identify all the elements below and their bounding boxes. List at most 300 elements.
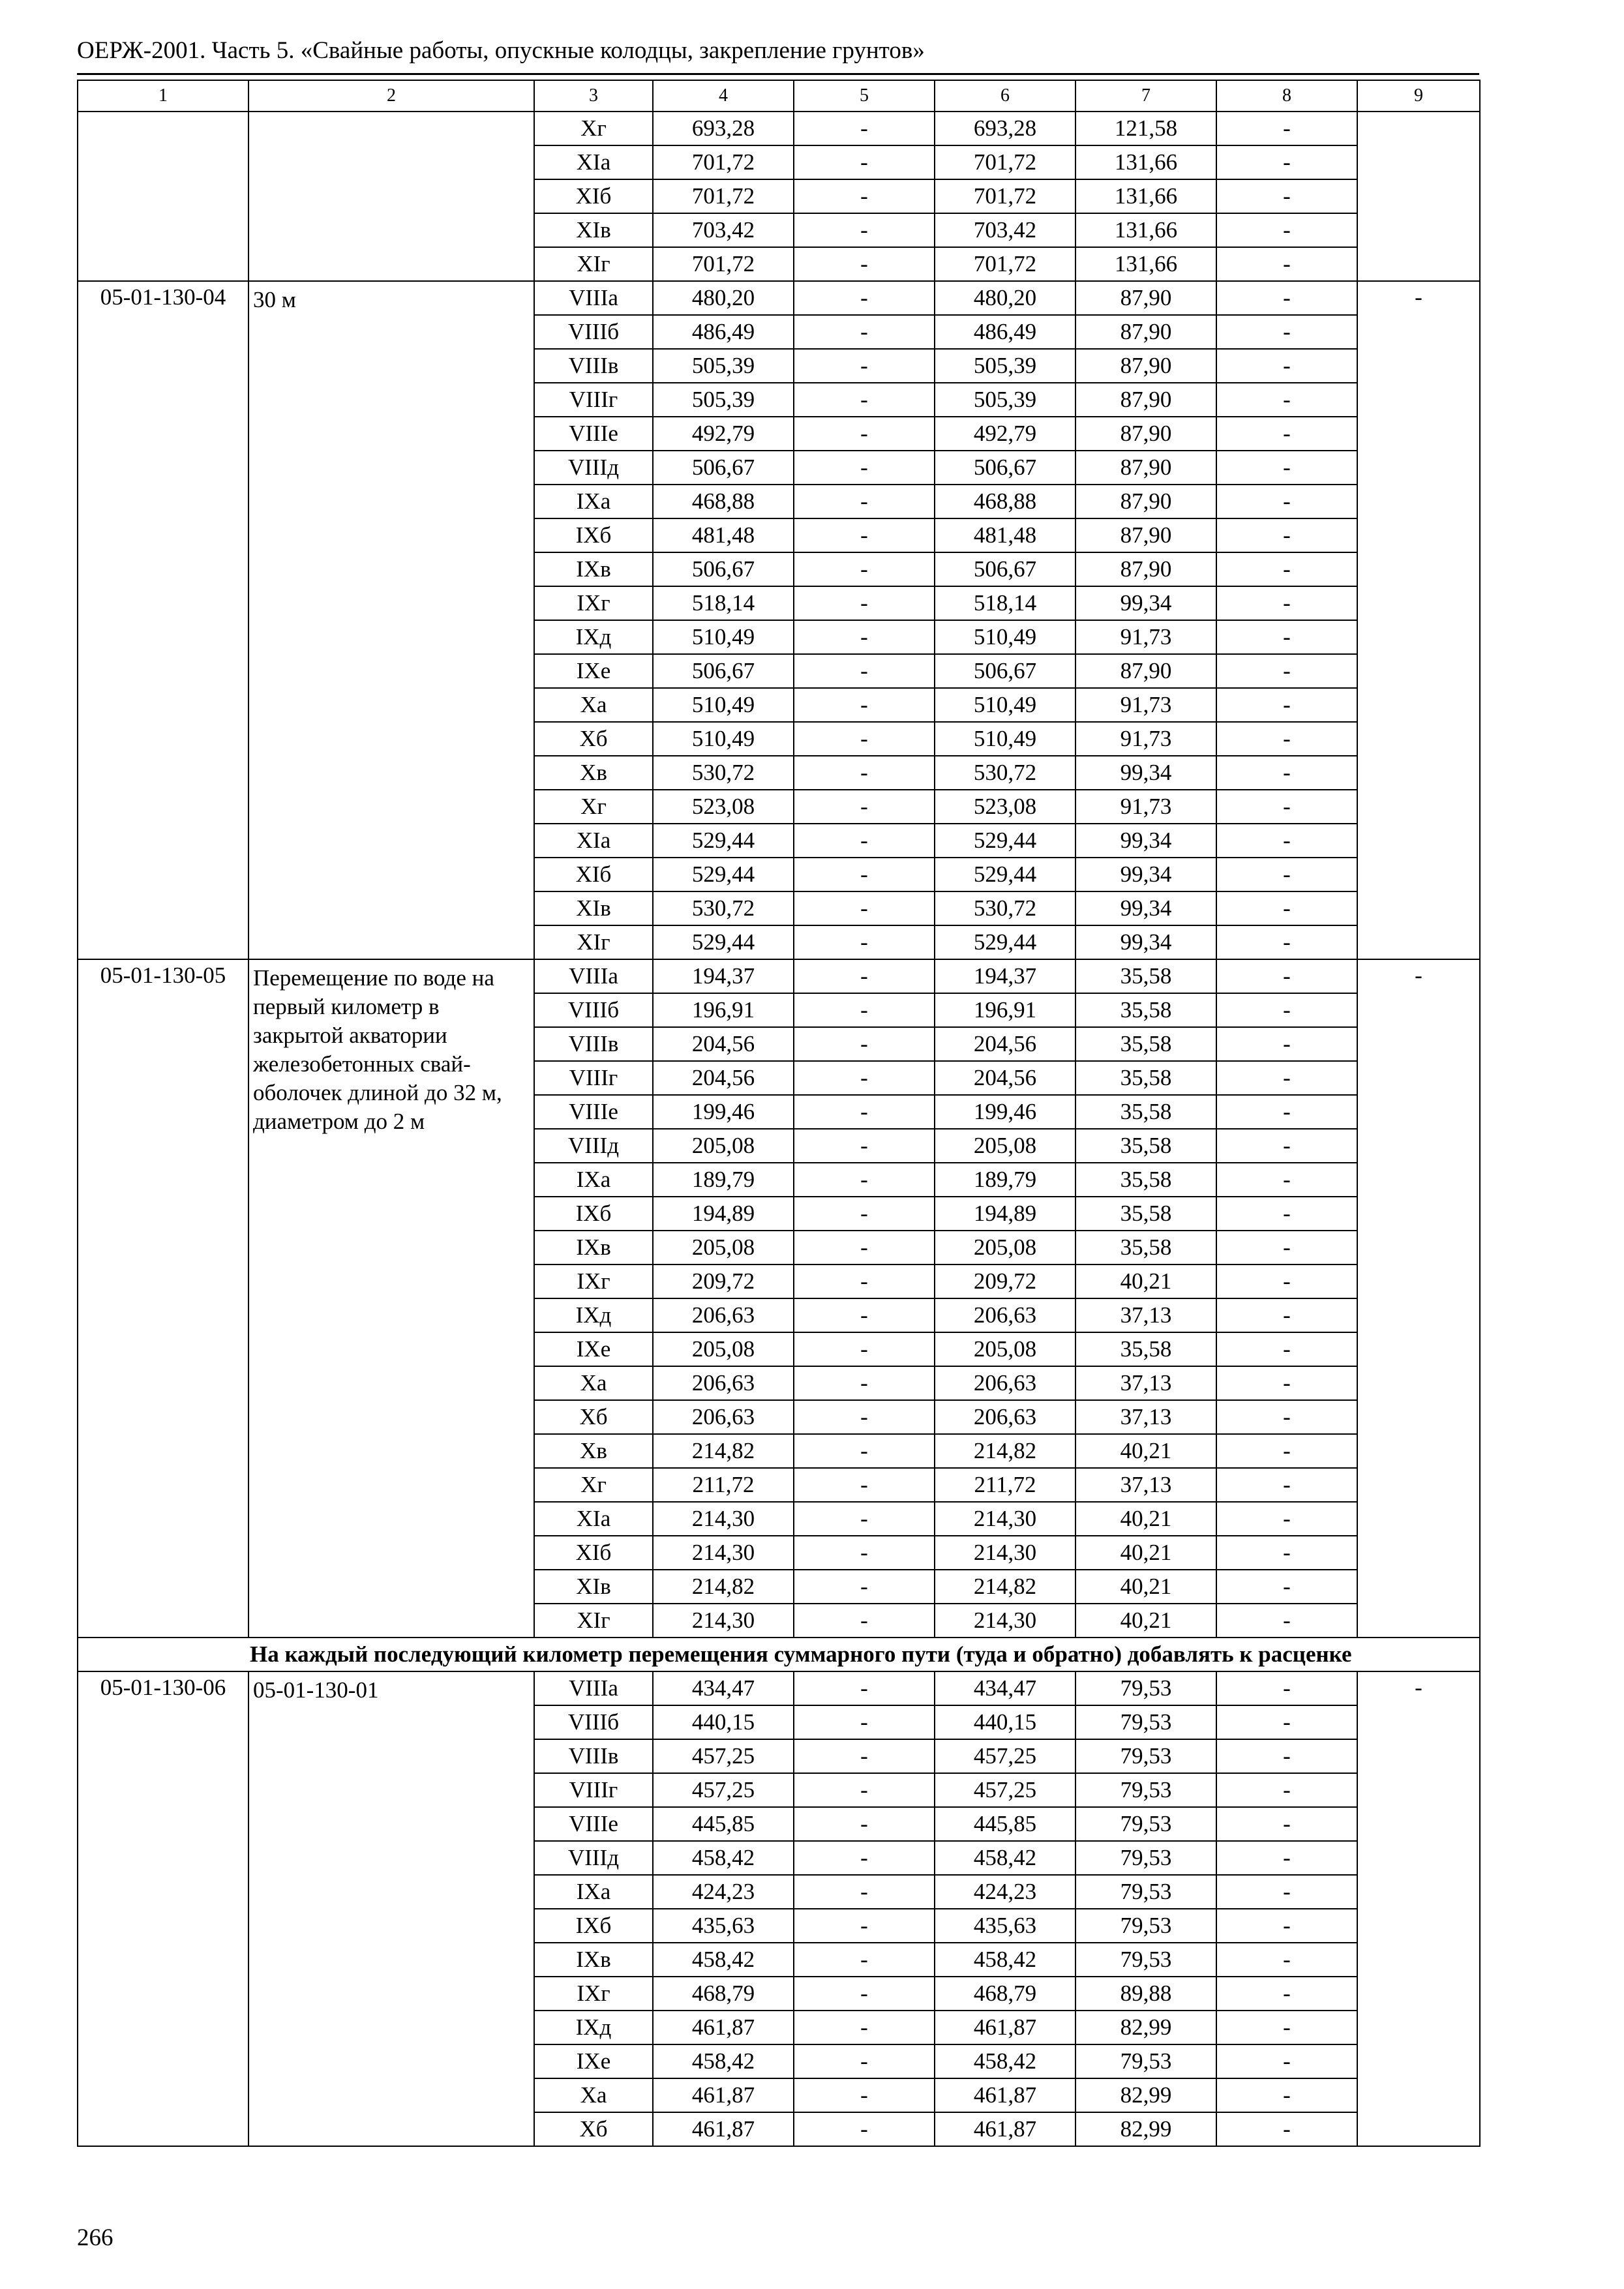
total-cost-cell: 206,63 bbox=[653, 1400, 794, 1434]
machine-cost-cell: 505,39 bbox=[935, 383, 1075, 417]
machinist-wages-cell: 131,66 bbox=[1075, 247, 1216, 281]
wages-cell: - bbox=[794, 1400, 935, 1434]
soil-group-cell: Xг bbox=[534, 790, 653, 824]
machinist-wages-cell: 79,53 bbox=[1075, 1773, 1216, 1807]
materials-cell: - bbox=[1216, 722, 1357, 756]
materials-cell: - bbox=[1216, 1705, 1357, 1739]
total-cost-cell: 468,88 bbox=[653, 485, 794, 518]
materials-cell: - bbox=[1216, 1875, 1357, 1909]
materials-cell: - bbox=[1216, 2044, 1357, 2078]
total-cost-cell: 481,48 bbox=[653, 518, 794, 552]
wages-cell: - bbox=[794, 2078, 935, 2112]
materials-cell: - bbox=[1216, 1163, 1357, 1197]
machinist-wages-cell: 82,99 bbox=[1075, 2112, 1216, 2146]
machinist-wages-cell: 79,53 bbox=[1075, 1671, 1216, 1705]
materials-cell: - bbox=[1216, 1841, 1357, 1875]
materials-cell: - bbox=[1216, 824, 1357, 858]
materials-cell: - bbox=[1216, 993, 1357, 1027]
column-9-cell: - bbox=[1357, 959, 1480, 1638]
machine-cost-cell: 214,30 bbox=[935, 1502, 1075, 1536]
materials-cell: - bbox=[1216, 1536, 1357, 1570]
machinist-wages-cell: 131,66 bbox=[1075, 145, 1216, 179]
soil-group-cell: VIIIе bbox=[534, 1095, 653, 1129]
total-cost-cell: 492,79 bbox=[653, 417, 794, 451]
total-cost-cell: 214,30 bbox=[653, 1604, 794, 1638]
machinist-wages-cell: 91,73 bbox=[1075, 790, 1216, 824]
machine-cost-cell: 506,67 bbox=[935, 552, 1075, 586]
total-cost-cell: 701,72 bbox=[653, 247, 794, 281]
total-cost-cell: 424,23 bbox=[653, 1875, 794, 1909]
machinist-wages-cell: 40,21 bbox=[1075, 1264, 1216, 1298]
wages-cell: - bbox=[794, 552, 935, 586]
materials-cell: - bbox=[1216, 1502, 1357, 1536]
soil-group-cell: IXе bbox=[534, 654, 653, 688]
soil-group-cell: XIб bbox=[534, 1536, 653, 1570]
materials-cell: - bbox=[1216, 1977, 1357, 2011]
page-header: ОЕРЖ-2001. Часть 5. «Свайные работы, опускные колодцы, закрепление грунтов» bbox=[77, 37, 925, 64]
column-9-cell bbox=[1357, 112, 1480, 281]
total-cost-cell: 506,67 bbox=[653, 451, 794, 485]
materials-cell: - bbox=[1216, 1570, 1357, 1604]
machine-cost-cell: 445,85 bbox=[935, 1807, 1075, 1841]
wages-cell: - bbox=[794, 1909, 935, 1943]
column-number: 6 bbox=[935, 80, 1075, 112]
soil-group-cell: XIв bbox=[534, 213, 653, 247]
materials-cell: - bbox=[1216, 1129, 1357, 1163]
wages-cell: - bbox=[794, 485, 935, 518]
soil-group-cell: IXб bbox=[534, 1197, 653, 1231]
machine-cost-cell: 189,79 bbox=[935, 1163, 1075, 1197]
machine-cost-cell: 505,39 bbox=[935, 349, 1075, 383]
materials-cell: - bbox=[1216, 1943, 1357, 1977]
rate-description bbox=[248, 112, 534, 281]
machinist-wages-cell: 82,99 bbox=[1075, 2011, 1216, 2044]
wages-cell: - bbox=[794, 1943, 935, 1977]
total-cost-cell: 461,87 bbox=[653, 2011, 794, 2044]
total-cost-cell: 204,56 bbox=[653, 1027, 794, 1061]
machinist-wages-cell: 37,13 bbox=[1075, 1366, 1216, 1400]
rate-code: 05-01-130-05 bbox=[78, 959, 248, 1638]
machine-cost-cell: 529,44 bbox=[935, 858, 1075, 891]
wages-cell: - bbox=[794, 1027, 935, 1061]
column-number: 8 bbox=[1216, 80, 1357, 112]
materials-cell: - bbox=[1216, 417, 1357, 451]
wages-cell: - bbox=[794, 1129, 935, 1163]
wages-cell: - bbox=[794, 451, 935, 485]
materials-cell: - bbox=[1216, 349, 1357, 383]
machine-cost-cell: 214,30 bbox=[935, 1604, 1075, 1638]
machinist-wages-cell: 99,34 bbox=[1075, 824, 1216, 858]
machine-cost-cell: 530,72 bbox=[935, 756, 1075, 790]
machinist-wages-cell: 87,90 bbox=[1075, 552, 1216, 586]
total-cost-cell: 214,82 bbox=[653, 1434, 794, 1468]
soil-group-cell: Xв bbox=[534, 756, 653, 790]
total-cost-cell: 505,39 bbox=[653, 349, 794, 383]
total-cost-cell: 506,67 bbox=[653, 654, 794, 688]
total-cost-cell: 510,49 bbox=[653, 688, 794, 722]
soil-group-cell: XIв bbox=[534, 891, 653, 925]
materials-cell: - bbox=[1216, 1909, 1357, 1943]
materials-cell: - bbox=[1216, 586, 1357, 620]
machinist-wages-cell: 99,34 bbox=[1075, 858, 1216, 891]
wages-cell: - bbox=[794, 959, 935, 993]
wages-cell: - bbox=[794, 993, 935, 1027]
machine-cost-cell: 703,42 bbox=[935, 213, 1075, 247]
wages-cell: - bbox=[794, 1841, 935, 1875]
materials-cell: - bbox=[1216, 2112, 1357, 2146]
wages-cell: - bbox=[794, 1468, 935, 1502]
machine-cost-cell: 204,56 bbox=[935, 1027, 1075, 1061]
machinist-wages-cell: 40,21 bbox=[1075, 1536, 1216, 1570]
materials-cell: - bbox=[1216, 1773, 1357, 1807]
note-row bbox=[78, 1638, 1480, 1671]
wages-cell: - bbox=[794, 2011, 935, 2044]
wages-cell: - bbox=[794, 925, 935, 959]
soil-group-cell: Xа bbox=[534, 1366, 653, 1400]
machinist-wages-cell: 40,21 bbox=[1075, 1502, 1216, 1536]
materials-cell: - bbox=[1216, 1027, 1357, 1061]
machinist-wages-cell: 35,58 bbox=[1075, 1332, 1216, 1366]
total-cost-cell: 209,72 bbox=[653, 1264, 794, 1298]
soil-group-cell: IXа bbox=[534, 1163, 653, 1197]
machine-cost-cell: 518,14 bbox=[935, 586, 1075, 620]
soil-group-cell: IXг bbox=[534, 586, 653, 620]
page-number: 266 bbox=[77, 2224, 113, 2251]
materials-cell: - bbox=[1216, 518, 1357, 552]
materials-cell: - bbox=[1216, 1468, 1357, 1502]
total-cost-cell: 199,46 bbox=[653, 1095, 794, 1129]
materials-cell: - bbox=[1216, 1061, 1357, 1095]
column-number: 5 bbox=[794, 80, 935, 112]
total-cost-cell: 205,08 bbox=[653, 1332, 794, 1366]
column-number: 3 bbox=[534, 80, 653, 112]
soil-group-cell: IXв bbox=[534, 1943, 653, 1977]
soil-group-cell: VIIIа bbox=[534, 1671, 653, 1705]
wages-cell: - bbox=[794, 213, 935, 247]
soil-group-cell: VIIIб bbox=[534, 993, 653, 1027]
total-cost-cell: 529,44 bbox=[653, 824, 794, 858]
machinist-wages-cell: 37,13 bbox=[1075, 1298, 1216, 1332]
machinist-wages-cell: 99,34 bbox=[1075, 891, 1216, 925]
total-cost-cell: 205,08 bbox=[653, 1129, 794, 1163]
machinist-wages-cell: 131,66 bbox=[1075, 213, 1216, 247]
total-cost-cell: 506,67 bbox=[653, 552, 794, 586]
machinist-wages-cell: 40,21 bbox=[1075, 1434, 1216, 1468]
total-cost-cell: 510,49 bbox=[653, 620, 794, 654]
soil-group-cell: IXг bbox=[534, 1977, 653, 2011]
wages-cell: - bbox=[794, 281, 935, 315]
total-cost-cell: 505,39 bbox=[653, 383, 794, 417]
total-cost-cell: 214,30 bbox=[653, 1536, 794, 1570]
machine-cost-cell: 206,63 bbox=[935, 1298, 1075, 1332]
total-cost-cell: 461,87 bbox=[653, 2112, 794, 2146]
machine-cost-cell: 194,37 bbox=[935, 959, 1075, 993]
total-cost-cell: 457,25 bbox=[653, 1773, 794, 1807]
total-cost-cell: 468,79 bbox=[653, 1977, 794, 2011]
machinist-wages-cell: 35,58 bbox=[1075, 1027, 1216, 1061]
machine-cost-cell: 206,63 bbox=[935, 1366, 1075, 1400]
materials-cell: - bbox=[1216, 179, 1357, 213]
machinist-wages-cell: 35,58 bbox=[1075, 993, 1216, 1027]
machinist-wages-cell: 131,66 bbox=[1075, 179, 1216, 213]
materials-cell: - bbox=[1216, 1604, 1357, 1638]
machinist-wages-cell: 79,53 bbox=[1075, 1739, 1216, 1773]
machinist-wages-cell: 87,90 bbox=[1075, 417, 1216, 451]
machine-cost-cell: 205,08 bbox=[935, 1231, 1075, 1264]
soil-group-cell: Xа bbox=[534, 688, 653, 722]
machine-cost-cell: 435,63 bbox=[935, 1909, 1075, 1943]
materials-cell: - bbox=[1216, 959, 1357, 993]
wages-cell: - bbox=[794, 2044, 935, 2078]
wages-cell: - bbox=[794, 1875, 935, 1909]
machine-cost-cell: 701,72 bbox=[935, 145, 1075, 179]
soil-group-cell: Xа bbox=[534, 2078, 653, 2112]
machine-cost-cell: 424,23 bbox=[935, 1875, 1075, 1909]
machine-cost-cell: 457,25 bbox=[935, 1739, 1075, 1773]
wages-cell: - bbox=[794, 1434, 935, 1468]
machine-cost-cell: 458,42 bbox=[935, 1841, 1075, 1875]
soil-group-cell: Xв bbox=[534, 1434, 653, 1468]
machine-cost-cell: 206,63 bbox=[935, 1400, 1075, 1434]
machine-cost-cell: 461,87 bbox=[935, 2011, 1075, 2044]
price-table bbox=[77, 80, 1481, 2147]
machine-cost-cell: 205,08 bbox=[935, 1129, 1075, 1163]
machine-cost-cell: 492,79 bbox=[935, 417, 1075, 451]
materials-cell: - bbox=[1216, 1807, 1357, 1841]
materials-cell: - bbox=[1216, 552, 1357, 586]
table-row bbox=[78, 112, 1480, 145]
machinist-wages-cell: 82,99 bbox=[1075, 2078, 1216, 2112]
total-cost-cell: 701,72 bbox=[653, 179, 794, 213]
wages-cell: - bbox=[794, 654, 935, 688]
column-9-cell: - bbox=[1357, 1671, 1480, 2146]
materials-cell: - bbox=[1216, 688, 1357, 722]
machine-cost-cell: 693,28 bbox=[935, 112, 1075, 145]
total-cost-cell: 445,85 bbox=[653, 1807, 794, 1841]
soil-group-cell: XIг bbox=[534, 1604, 653, 1638]
machinist-wages-cell: 87,90 bbox=[1075, 451, 1216, 485]
materials-cell: - bbox=[1216, 1264, 1357, 1298]
machine-cost-cell: 205,08 bbox=[935, 1332, 1075, 1366]
note-blank-cell bbox=[78, 1638, 248, 1671]
wages-cell: - bbox=[794, 790, 935, 824]
soil-group-cell: Xб bbox=[534, 722, 653, 756]
soil-group-cell: IXб bbox=[534, 1909, 653, 1943]
wages-cell: - bbox=[794, 315, 935, 349]
materials-cell: - bbox=[1216, 1197, 1357, 1231]
soil-group-cell: Xг bbox=[534, 112, 653, 145]
machinist-wages-cell: 89,88 bbox=[1075, 1977, 1216, 2011]
machine-cost-cell: 529,44 bbox=[935, 925, 1075, 959]
machinist-wages-cell: 91,73 bbox=[1075, 688, 1216, 722]
wages-cell: - bbox=[794, 1264, 935, 1298]
materials-cell: - bbox=[1216, 1298, 1357, 1332]
materials-cell: - bbox=[1216, 383, 1357, 417]
wages-cell: - bbox=[794, 1298, 935, 1332]
machinist-wages-cell: 35,58 bbox=[1075, 1231, 1216, 1264]
total-cost-cell: 205,08 bbox=[653, 1231, 794, 1264]
soil-group-cell: IXе bbox=[534, 1332, 653, 1366]
machine-cost-cell: 461,87 bbox=[935, 2078, 1075, 2112]
soil-group-cell: Xб bbox=[534, 2112, 653, 2146]
total-cost-cell: 530,72 bbox=[653, 891, 794, 925]
wages-cell: - bbox=[794, 145, 935, 179]
soil-group-cell: IXа bbox=[534, 485, 653, 518]
total-cost-cell: 530,72 bbox=[653, 756, 794, 790]
wages-cell: - bbox=[794, 824, 935, 858]
wages-cell: - bbox=[794, 1061, 935, 1095]
soil-group-cell: VIIIг bbox=[534, 1773, 653, 1807]
materials-cell: - bbox=[1216, 315, 1357, 349]
soil-group-cell: XIб bbox=[534, 179, 653, 213]
machinist-wages-cell: 79,53 bbox=[1075, 1807, 1216, 1841]
machinist-wages-cell: 40,21 bbox=[1075, 1570, 1216, 1604]
machinist-wages-cell: 99,34 bbox=[1075, 925, 1216, 959]
soil-group-cell: IXе bbox=[534, 2044, 653, 2078]
machine-cost-cell: 480,20 bbox=[935, 281, 1075, 315]
machine-cost-cell: 211,72 bbox=[935, 1468, 1075, 1502]
machine-cost-cell: 468,79 bbox=[935, 1977, 1075, 2011]
table-row bbox=[78, 281, 1480, 315]
machinist-wages-cell: 87,90 bbox=[1075, 281, 1216, 315]
machinist-wages-cell: 79,53 bbox=[1075, 1875, 1216, 1909]
soil-group-cell: VIIIд bbox=[534, 451, 653, 485]
wages-cell: - bbox=[794, 1671, 935, 1705]
total-cost-cell: 214,30 bbox=[653, 1502, 794, 1536]
machinist-wages-cell: 121,58 bbox=[1075, 112, 1216, 145]
total-cost-cell: 434,47 bbox=[653, 1671, 794, 1705]
soil-group-cell: XIг bbox=[534, 247, 653, 281]
soil-group-cell: VIIIд bbox=[534, 1841, 653, 1875]
total-cost-cell: 461,87 bbox=[653, 2078, 794, 2112]
wages-cell: - bbox=[794, 518, 935, 552]
total-cost-cell: 510,49 bbox=[653, 722, 794, 756]
total-cost-cell: 458,42 bbox=[653, 2044, 794, 2078]
machine-cost-cell: 214,30 bbox=[935, 1536, 1075, 1570]
table-body bbox=[78, 80, 1480, 2146]
wages-cell: - bbox=[794, 586, 935, 620]
machinist-wages-cell: 37,13 bbox=[1075, 1400, 1216, 1434]
materials-cell: - bbox=[1216, 891, 1357, 925]
soil-group-cell: VIIIв bbox=[534, 1027, 653, 1061]
soil-group-cell: Xб bbox=[534, 1400, 653, 1434]
header-rule bbox=[77, 73, 1479, 75]
column-9-cell: - bbox=[1357, 281, 1480, 959]
soil-group-cell: VIIIб bbox=[534, 315, 653, 349]
machinist-wages-cell: 99,34 bbox=[1075, 586, 1216, 620]
soil-group-cell: IXв bbox=[534, 1231, 653, 1264]
soil-group-cell: VIIIб bbox=[534, 1705, 653, 1739]
wages-cell: - bbox=[794, 349, 935, 383]
machinist-wages-cell: 35,58 bbox=[1075, 1197, 1216, 1231]
soil-group-cell: VIIIа bbox=[534, 281, 653, 315]
column-number: 1 bbox=[78, 80, 248, 112]
wages-cell: - bbox=[794, 1604, 935, 1638]
wages-cell: - bbox=[794, 1366, 935, 1400]
wages-cell: - bbox=[794, 383, 935, 417]
wages-cell: - bbox=[794, 1705, 935, 1739]
column-number: 7 bbox=[1075, 80, 1216, 112]
wages-cell: - bbox=[794, 620, 935, 654]
soil-group-cell: VIIIа bbox=[534, 959, 653, 993]
machine-cost-cell: 434,47 bbox=[935, 1671, 1075, 1705]
soil-group-cell: VIIIд bbox=[534, 1129, 653, 1163]
machine-cost-cell: 510,49 bbox=[935, 722, 1075, 756]
soil-group-cell: IXг bbox=[534, 1264, 653, 1298]
wages-cell: - bbox=[794, 1570, 935, 1604]
machine-cost-cell: 529,44 bbox=[935, 824, 1075, 858]
machinist-wages-cell: 87,90 bbox=[1075, 518, 1216, 552]
machinist-wages-cell: 35,58 bbox=[1075, 1095, 1216, 1129]
materials-cell: - bbox=[1216, 790, 1357, 824]
soil-group-cell: XIа bbox=[534, 824, 653, 858]
soil-group-cell: VIIIг bbox=[534, 1061, 653, 1095]
machine-cost-cell: 530,72 bbox=[935, 891, 1075, 925]
note-text: На каждый последующий километр перемещения суммарного пути (туда и обратно) добавлять к расценке bbox=[248, 1638, 1480, 1671]
wages-cell: - bbox=[794, 722, 935, 756]
wages-cell: - bbox=[794, 247, 935, 281]
machine-cost-cell: 214,82 bbox=[935, 1434, 1075, 1468]
soil-group-cell: IXа bbox=[534, 1875, 653, 1909]
materials-cell: - bbox=[1216, 620, 1357, 654]
soil-group-cell: IXд bbox=[534, 620, 653, 654]
materials-cell: - bbox=[1216, 1671, 1357, 1705]
total-cost-cell: 458,42 bbox=[653, 1943, 794, 1977]
machine-cost-cell: 701,72 bbox=[935, 247, 1075, 281]
total-cost-cell: 196,91 bbox=[653, 993, 794, 1027]
materials-cell: - bbox=[1216, 213, 1357, 247]
total-cost-cell: 440,15 bbox=[653, 1705, 794, 1739]
materials-cell: - bbox=[1216, 247, 1357, 281]
materials-cell: - bbox=[1216, 1434, 1357, 1468]
wages-cell: - bbox=[794, 179, 935, 213]
rate-code bbox=[78, 112, 248, 281]
materials-cell: - bbox=[1216, 2078, 1357, 2112]
machinist-wages-cell: 35,58 bbox=[1075, 1061, 1216, 1095]
machinist-wages-cell: 37,13 bbox=[1075, 1468, 1216, 1502]
materials-cell: - bbox=[1216, 485, 1357, 518]
machine-cost-cell: 506,67 bbox=[935, 654, 1075, 688]
soil-group-cell: XIв bbox=[534, 1570, 653, 1604]
total-cost-cell: 194,37 bbox=[653, 959, 794, 993]
table-row bbox=[78, 1671, 1480, 1705]
machinist-wages-cell: 79,53 bbox=[1075, 1909, 1216, 1943]
wages-cell: - bbox=[794, 1163, 935, 1197]
wages-cell: - bbox=[794, 1231, 935, 1264]
soil-group-cell: XIа bbox=[534, 145, 653, 179]
materials-cell: - bbox=[1216, 1366, 1357, 1400]
materials-cell: - bbox=[1216, 654, 1357, 688]
wages-cell: - bbox=[794, 2112, 935, 2146]
machinist-wages-cell: 87,90 bbox=[1075, 349, 1216, 383]
total-cost-cell: 189,79 bbox=[653, 1163, 794, 1197]
wages-cell: - bbox=[794, 1773, 935, 1807]
soil-group-cell: XIа bbox=[534, 1502, 653, 1536]
machine-cost-cell: 194,89 bbox=[935, 1197, 1075, 1231]
total-cost-cell: 480,20 bbox=[653, 281, 794, 315]
materials-cell: - bbox=[1216, 1332, 1357, 1366]
machine-cost-cell: 214,82 bbox=[935, 1570, 1075, 1604]
total-cost-cell: 211,72 bbox=[653, 1468, 794, 1502]
machinist-wages-cell: 40,21 bbox=[1075, 1604, 1216, 1638]
machine-cost-cell: 204,56 bbox=[935, 1061, 1075, 1095]
materials-cell: - bbox=[1216, 1231, 1357, 1264]
wages-cell: - bbox=[794, 1977, 935, 2011]
wages-cell: - bbox=[794, 417, 935, 451]
soil-group-cell: VIIIе bbox=[534, 1807, 653, 1841]
total-cost-cell: 518,14 bbox=[653, 586, 794, 620]
column-number-row bbox=[78, 80, 1480, 112]
